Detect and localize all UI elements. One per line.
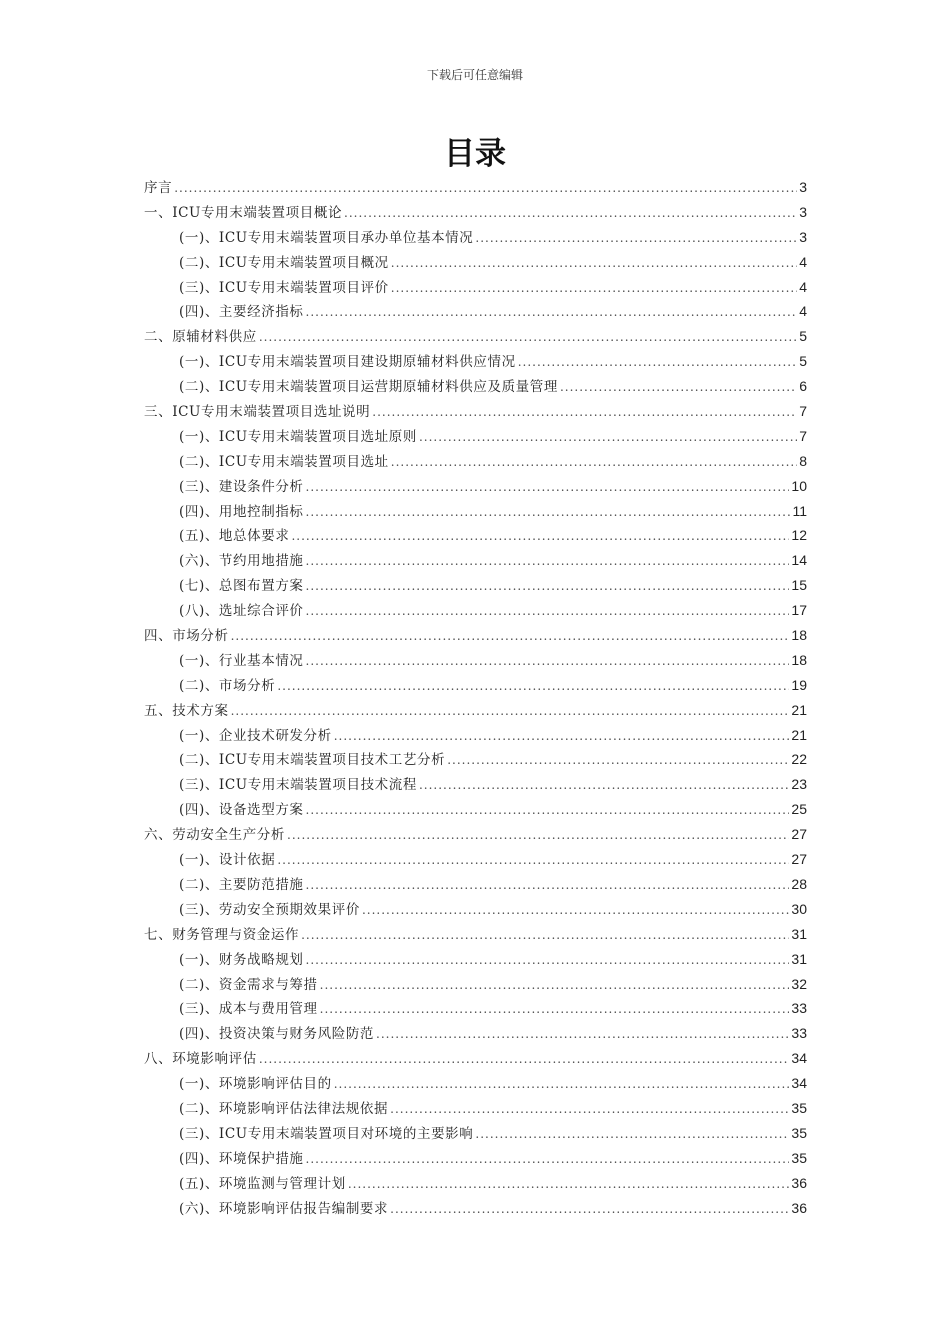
- toc-entry-text: (三)、成本与费用管理: [179, 1001, 318, 1018]
- toc-entry-text: 二、原辅材料供应: [144, 329, 257, 346]
- toc-entry[interactable]: [144, 1196, 807, 1221]
- toc-entry[interactable]: [144, 698, 807, 723]
- toc-entry-text: (七)、总图布置方案: [179, 578, 304, 595]
- toc-entry[interactable]: [144, 897, 807, 922]
- toc-entry-text: (一)、ICU专用末端装置项目承办单位基本情况: [179, 229, 474, 246]
- toc-leader-dots: [306, 475, 790, 500]
- toc-page-number: 27: [791, 851, 807, 868]
- toc-page-number: 5: [799, 328, 807, 345]
- toc-leader-dots: [390, 1197, 789, 1222]
- toc-entry-text: (三)、ICU专用末端装置项目对环境的主要影响: [179, 1125, 474, 1142]
- toc-entry[interactable]: [144, 200, 807, 225]
- toc-leader-dots: [391, 251, 797, 276]
- toc-leader-dots: [348, 1172, 790, 1197]
- toc-entry[interactable]: [144, 324, 807, 349]
- toc-page-number: 28: [791, 875, 807, 892]
- toc-entry[interactable]: [144, 972, 807, 997]
- table-of-contents: [144, 175, 807, 1220]
- toc-title: 目录: [444, 136, 506, 172]
- toc-entry[interactable]: [144, 424, 807, 449]
- toc-leader-dots: [287, 823, 789, 848]
- toc-entry-text: (四)、环境保护措施: [179, 1150, 304, 1167]
- toc-leader-dots: [174, 176, 797, 201]
- toc-entry-text: (一)、环境影响评估目的: [179, 1076, 332, 1093]
- toc-leader-dots: [259, 325, 797, 350]
- toc-entry-text: 四、市场分析: [144, 628, 229, 645]
- toc-leader-dots: [259, 1047, 790, 1072]
- toc-page-number: 35: [791, 1149, 807, 1166]
- toc-leader-dots: [390, 1097, 789, 1122]
- toc-entry-text: 六、劳动安全生产分析: [144, 827, 285, 844]
- toc-page-number: 3: [799, 228, 807, 245]
- toc-leader-dots: [306, 500, 791, 525]
- toc-page-number: 35: [791, 1099, 807, 1116]
- toc-entry-text: 五、技术方案: [144, 702, 229, 719]
- toc-entry-text: (二)、ICU专用末端装置项目概况: [179, 254, 389, 271]
- toc-page-number: 5: [799, 353, 807, 370]
- toc-entry[interactable]: [144, 349, 807, 374]
- toc-leader-dots: [334, 724, 790, 749]
- toc-entry[interactable]: [144, 797, 807, 822]
- toc-entry-text: (五)、地总体要求: [179, 528, 290, 545]
- toc-entry[interactable]: [144, 723, 807, 748]
- toc-leader-dots: [334, 1072, 790, 1097]
- toc-leader-dots: [291, 524, 789, 549]
- toc-entry[interactable]: [144, 399, 807, 424]
- toc-leader-dots: [277, 848, 789, 873]
- toc-page-number: 4: [799, 253, 807, 270]
- toc-entry-text: 一、ICU专用末端装置项目概论: [144, 204, 343, 221]
- toc-page-number: 33: [791, 1025, 807, 1042]
- toc-entry[interactable]: [144, 175, 807, 200]
- toc-entry-text: (四)、投资决策与财务风险防范: [179, 1026, 375, 1043]
- toc-page-number: 27: [791, 826, 807, 843]
- toc-leader-dots: [391, 276, 797, 301]
- toc-page-number: 4: [799, 278, 807, 295]
- toc-entry[interactable]: [144, 872, 807, 897]
- toc-page-number: 7: [799, 427, 807, 444]
- toc-entry-text: (六)、环境影响评估报告编制要求: [179, 1200, 389, 1217]
- toc-entry[interactable]: [144, 1021, 807, 1046]
- toc-entry-text: (二)、ICU专用末端装置项目技术工艺分析: [179, 752, 446, 769]
- toc-entry[interactable]: [144, 548, 807, 573]
- toc-page-number: 21: [791, 701, 807, 718]
- toc-leader-dots: [320, 997, 790, 1022]
- toc-entry-text: (一)、行业基本情况: [179, 652, 304, 669]
- toc-leader-dots: [419, 425, 797, 450]
- toc-page-number: 35: [791, 1124, 807, 1141]
- toc-page-number: 22: [791, 751, 807, 768]
- toc-leader-dots: [306, 549, 790, 574]
- toc-page-number: 15: [791, 577, 807, 594]
- toc-leader-dots: [277, 674, 789, 699]
- toc-entry-text: 八、环境影响评估: [144, 1051, 257, 1068]
- toc-entry-text: (六)、节约用地措施: [179, 553, 304, 570]
- toc-leader-dots: [475, 1122, 789, 1147]
- toc-entry-text: (二)、ICU专用末端装置项目运营期原辅材料供应及质量管理: [179, 379, 558, 396]
- toc-entry[interactable]: [144, 1071, 807, 1096]
- toc-leader-dots: [376, 1022, 789, 1047]
- toc-entry[interactable]: [144, 474, 807, 499]
- toc-leader-dots: [301, 923, 789, 948]
- toc-entry[interactable]: [144, 299, 807, 324]
- toc-entry[interactable]: [144, 499, 807, 524]
- toc-page-number: 31: [791, 950, 807, 967]
- toc-page-number: 3: [799, 179, 807, 195]
- toc-entry[interactable]: [144, 623, 807, 648]
- toc-entry-text: (四)、主要经济指标: [179, 304, 304, 321]
- toc-entry-text: (一)、财务战略规划: [179, 951, 304, 968]
- toc-entry[interactable]: [144, 1046, 807, 1071]
- toc-entry[interactable]: [144, 1096, 807, 1121]
- toc-page-number: 23: [791, 776, 807, 793]
- toc-entry[interactable]: [144, 673, 807, 698]
- header-note: 下载后可任意编辑: [426, 68, 523, 82]
- toc-entry[interactable]: [144, 996, 807, 1021]
- toc-leader-dots: [306, 649, 790, 674]
- toc-entry-text: 三、ICU专用末端装置项目选址说明: [144, 404, 371, 421]
- toc-leader-dots: [306, 948, 790, 973]
- toc-entry[interactable]: [144, 922, 807, 947]
- toc-entry[interactable]: [144, 947, 807, 972]
- toc-entry-text: (二)、ICU专用末端装置项目选址: [179, 453, 389, 470]
- toc-entry[interactable]: [144, 573, 807, 598]
- toc-page-number: 7: [799, 403, 807, 420]
- toc-entry-text: (五)、环境监测与管理计划: [179, 1175, 346, 1192]
- toc-leader-dots: [306, 798, 790, 823]
- toc-page-number: 8: [799, 452, 807, 469]
- toc-entry-text: (二)、市场分析: [179, 677, 276, 694]
- toc-page-number: 18: [791, 651, 807, 668]
- toc-leader-dots: [518, 350, 798, 375]
- toc-page-number: 17: [791, 602, 807, 619]
- toc-page-number: 36: [791, 1199, 807, 1216]
- toc-entry-text: (四)、用地控制指标: [179, 503, 304, 520]
- toc-entry[interactable]: [144, 772, 807, 797]
- toc-leader-dots: [306, 300, 798, 325]
- toc-page-number: 18: [791, 627, 807, 644]
- toc-leader-dots: [231, 624, 790, 649]
- toc-entry[interactable]: [144, 225, 807, 250]
- toc-entry-text: (一)、企业技术研发分析: [179, 727, 332, 744]
- toc-page-number: 3: [799, 203, 807, 220]
- toc-page-number: 25: [791, 801, 807, 818]
- toc-entry[interactable]: [144, 747, 807, 772]
- toc-leader-dots: [362, 898, 789, 923]
- toc-leader-dots: [344, 201, 797, 226]
- toc-leader-dots: [391, 450, 797, 475]
- toc-entry-text: (八)、选址综合评价: [179, 603, 304, 620]
- toc-entry[interactable]: [144, 374, 807, 399]
- toc-entry-text: 序言: [144, 180, 173, 196]
- toc-entry[interactable]: [144, 449, 807, 474]
- toc-leader-dots: [419, 773, 789, 798]
- toc-entry[interactable]: [144, 275, 807, 300]
- toc-entry-text: (四)、设备选型方案: [179, 802, 304, 819]
- toc-entry[interactable]: [144, 523, 807, 548]
- toc-page-number: 6: [799, 378, 807, 395]
- toc-entry[interactable]: [144, 1121, 807, 1146]
- toc-page-number: 32: [791, 975, 807, 992]
- toc-entry[interactable]: [144, 1171, 807, 1196]
- toc-entry[interactable]: [144, 822, 807, 847]
- toc-page-number: 31: [791, 925, 807, 942]
- toc-entry[interactable]: [144, 1146, 807, 1171]
- toc-entry-text: (一)、设计依据: [179, 852, 276, 869]
- toc-leader-dots: [231, 699, 790, 724]
- toc-page-number: 14: [791, 552, 807, 569]
- toc-entry-text: (二)、资金需求与筹措: [179, 976, 318, 993]
- toc-page-number: 19: [791, 676, 807, 693]
- toc-entry[interactable]: [144, 250, 807, 275]
- toc-leader-dots: [306, 599, 790, 624]
- toc-page-number: 36: [791, 1174, 807, 1191]
- toc-leader-dots: [306, 1147, 790, 1172]
- toc-entry-text: (一)、ICU专用末端装置项目建设期原辅材料供应情况: [179, 354, 516, 371]
- toc-entry[interactable]: [144, 648, 807, 673]
- toc-leader-dots: [560, 375, 797, 400]
- toc-leader-dots: [447, 748, 789, 773]
- toc-leader-dots: [372, 400, 797, 425]
- toc-page-number: 33: [791, 1000, 807, 1017]
- toc-page-number: 34: [791, 1050, 807, 1067]
- toc-entry-text: (二)、主要防范措施: [179, 876, 304, 893]
- toc-leader-dots: [475, 226, 797, 251]
- toc-entry-text: (二)、环境影响评估法律法规依据: [179, 1100, 389, 1117]
- toc-leader-dots: [320, 973, 790, 998]
- toc-entry-text: 七、财务管理与资金运作: [144, 926, 300, 943]
- toc-entry-text: (三)、ICU专用末端装置项目技术流程: [179, 777, 417, 794]
- toc-leader-dots: [306, 873, 790, 898]
- toc-entry-text: (三)、ICU专用末端装置项目评价: [179, 279, 389, 296]
- toc-page-number: 12: [791, 527, 807, 544]
- toc-page-number: 4: [799, 303, 807, 320]
- toc-page-number: 34: [791, 1075, 807, 1092]
- toc-page-number: 11: [792, 502, 807, 519]
- toc-entry[interactable]: [144, 847, 807, 872]
- toc-entry-text: (一)、ICU专用末端装置项目选址原则: [179, 428, 417, 445]
- toc-entry[interactable]: [144, 598, 807, 623]
- toc-entry-text: (三)、建设条件分析: [179, 478, 304, 495]
- toc-page-number: 30: [791, 900, 807, 917]
- toc-page-number: 10: [791, 477, 807, 494]
- toc-entry-text: (三)、劳动安全预期效果评价: [179, 901, 360, 918]
- toc-leader-dots: [306, 574, 790, 599]
- toc-page-number: 21: [791, 726, 807, 743]
